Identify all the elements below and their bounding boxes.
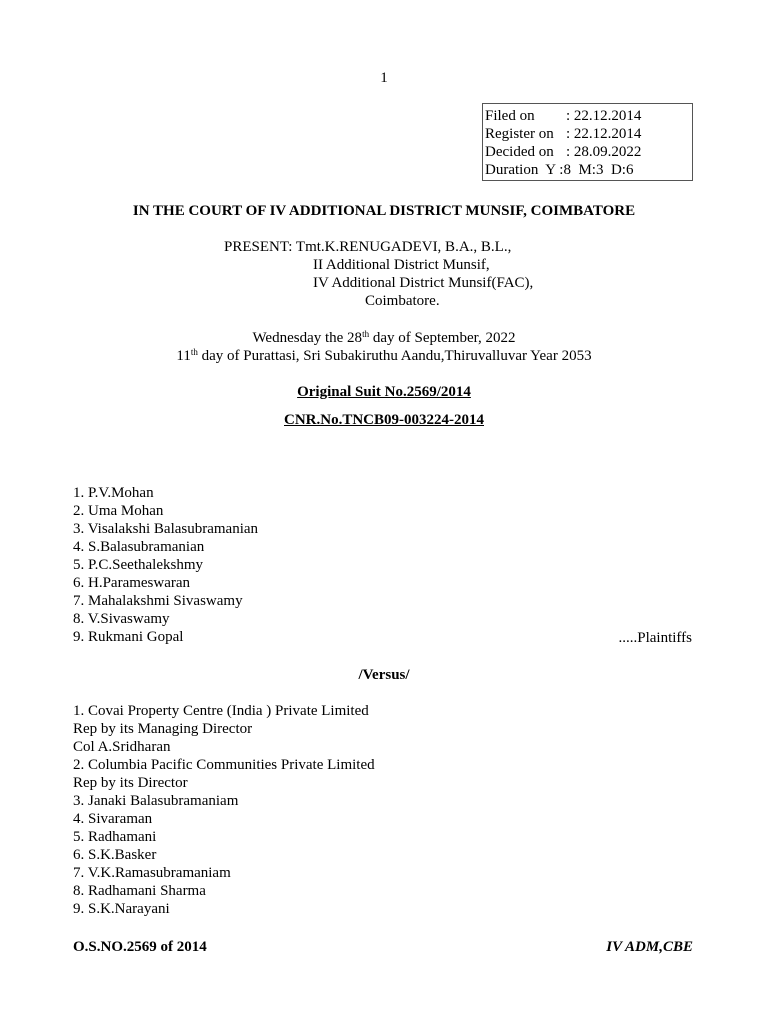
list-item: 7. Mahalakshmi Sivaswamy	[73, 593, 243, 609]
page-number: 1	[380, 70, 388, 86]
list-item: 2. Uma Mohan	[73, 503, 164, 519]
filed-on-label: Filed on	[485, 108, 535, 124]
present-location: Coimbatore.	[365, 293, 440, 309]
list-item: 2. Columbia Pacific Communities Private Limited	[73, 757, 375, 773]
present-designation-1: II Additional District Munsif,	[313, 257, 490, 273]
list-item: 5. P.C.Seethalekshmy	[73, 557, 203, 573]
present-judge: PRESENT: Tmt.K.RENUGADEVI, B.A., B.L.,	[224, 239, 512, 255]
list-item: Rep by its Director	[73, 775, 188, 791]
decided-on-label: Decided on	[485, 144, 554, 160]
filed-on-row	[485, 107, 692, 125]
duration-row	[485, 161, 692, 179]
cnr-number: CNR.No.TNCB09-003224-2014	[284, 412, 484, 428]
list-item: Rep by its Managing Director	[73, 721, 253, 737]
date-suffix: day of September, 2022	[369, 330, 516, 346]
defendants-list	[73, 702, 375, 918]
list-item: 6. H.Parameswaran	[73, 575, 191, 591]
tamil-date-suffix: day of Purattasi, Sri Subakiruthu Aandu,Thiruvalluvar Year 2053	[197, 348, 592, 364]
date-sup: th	[362, 329, 370, 339]
footer-court-code: IV ADM,CBE	[606, 939, 693, 955]
versus-heading: /Versus/	[358, 667, 410, 683]
filed-on-value: : 22.12.2014	[566, 108, 642, 124]
list-item: 8. V.Sivaswamy	[73, 611, 170, 627]
present-block	[224, 238, 533, 310]
date-prefix: Wednesday the 28	[252, 330, 363, 346]
list-item: 3. Visalakshi Balasubramanian	[73, 521, 259, 537]
plaintiffs-role-label: .....Plaintiffs	[618, 630, 692, 646]
register-on-label: Register on	[485, 126, 554, 142]
date-block	[0, 329, 768, 365]
plaintiffs-list	[73, 484, 258, 646]
list-item: 8. Radhamani Sharma	[73, 883, 206, 899]
list-item: 9. S.K.Narayani	[73, 901, 170, 917]
tamil-date-sup: th	[190, 347, 198, 357]
list-item: Col A.Sridharan	[73, 739, 171, 755]
decided-on-row	[485, 143, 692, 161]
decided-on-value: : 28.09.2022	[566, 144, 642, 160]
filing-details-box	[482, 103, 693, 181]
register-on-value: : 22.12.2014	[566, 126, 642, 142]
register-on-row	[485, 125, 692, 143]
court-title: IN THE COURT OF IV ADDITIONAL DISTRICT MUNSIF, COIMBATORE	[132, 203, 636, 219]
present-designation-2: IV Additional District Munsif(FAC),	[313, 275, 534, 291]
tamil-date	[0, 347, 768, 365]
list-item: 4. Sivaraman	[73, 811, 153, 827]
list-item: 1. Covai Property Centre (India ) Private Limited	[73, 703, 369, 719]
suit-number: Original Suit No.2569/2014	[297, 384, 471, 400]
judgment-date	[0, 329, 768, 347]
list-item: 6. S.K.Basker	[73, 847, 157, 863]
list-item: 7. V.K.Ramasubramaniam	[73, 865, 231, 881]
tamil-date-prefix: 11	[176, 348, 191, 364]
list-item: 1. P.V.Mohan	[73, 485, 154, 501]
duration-text: Duration Y :8 M:3 D:6	[485, 162, 634, 178]
footer-case-number: O.S.NO.2569 of 2014	[73, 939, 207, 955]
list-item: 5. Radhamani	[73, 829, 157, 845]
list-item: 9. Rukmani Gopal	[73, 629, 184, 645]
list-item: 4. S.Balasubramanian	[73, 539, 205, 555]
list-item: 3. Janaki Balasubramaniam	[73, 793, 239, 809]
